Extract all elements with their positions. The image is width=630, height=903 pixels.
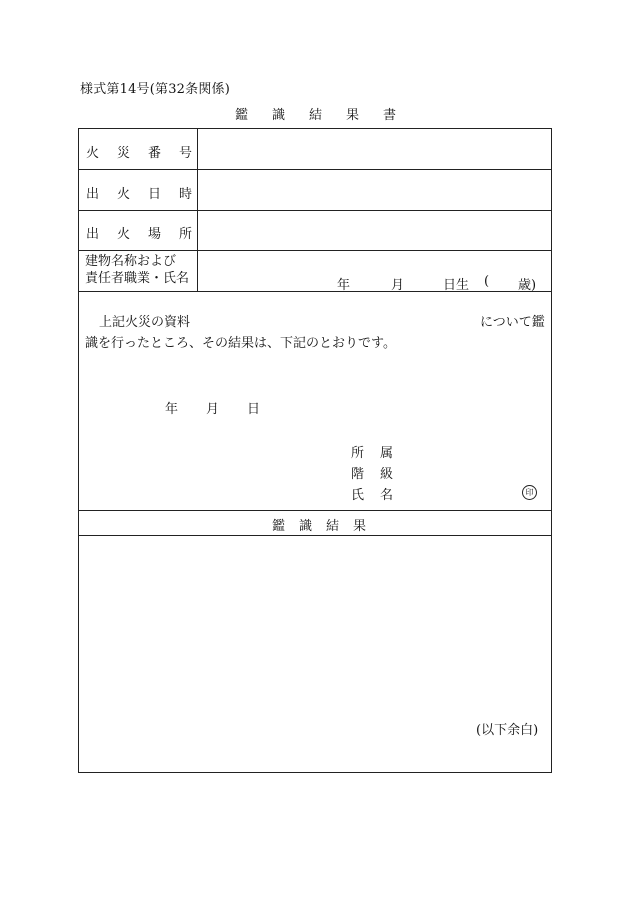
document-title: 鑑識結果書 xyxy=(235,108,421,123)
row-divider xyxy=(79,510,551,511)
name-label: 氏名 xyxy=(351,488,410,503)
age-label: 歳) xyxy=(518,278,537,293)
label-responsible-person: 責任者職業・氏名 xyxy=(85,271,190,286)
rank-label: 階級 xyxy=(351,467,410,482)
row-divider xyxy=(79,210,551,211)
seal-mark: 印 xyxy=(522,485,537,500)
birth-year-label: 年 xyxy=(337,278,351,293)
form-number: 様式第14号(第32条関係) xyxy=(80,82,231,97)
results-heading: 鑑識結果 xyxy=(272,519,381,534)
row-divider xyxy=(79,250,551,251)
birth-month-label: 月 xyxy=(391,278,405,293)
form-table xyxy=(78,128,552,773)
date-month-label: 月 xyxy=(206,402,220,417)
statement-line1-right: について鑑 xyxy=(480,315,545,330)
label-fire-number: 火災番号 xyxy=(86,146,211,161)
label-fire-place: 出火場所 xyxy=(86,227,211,242)
statement-line1-left: 上記火災の資料 xyxy=(99,315,191,330)
row-divider xyxy=(79,169,551,170)
age-open-paren: ( xyxy=(484,274,490,289)
statement-line2: 識を行ったところ、その結果は、下記のとおりです。 xyxy=(85,336,396,351)
date-day-label: 日 xyxy=(247,402,261,417)
label-fire-datetime: 出火日時 xyxy=(86,187,211,202)
label-building-name: 建物名称および xyxy=(85,254,177,269)
row-divider xyxy=(79,291,551,292)
footer-note: (以下余白) xyxy=(476,723,539,738)
affiliation-label: 所属 xyxy=(351,446,410,461)
birth-day-label: 日生 xyxy=(443,278,470,293)
row-divider xyxy=(79,535,551,536)
date-year-label: 年 xyxy=(165,402,179,417)
